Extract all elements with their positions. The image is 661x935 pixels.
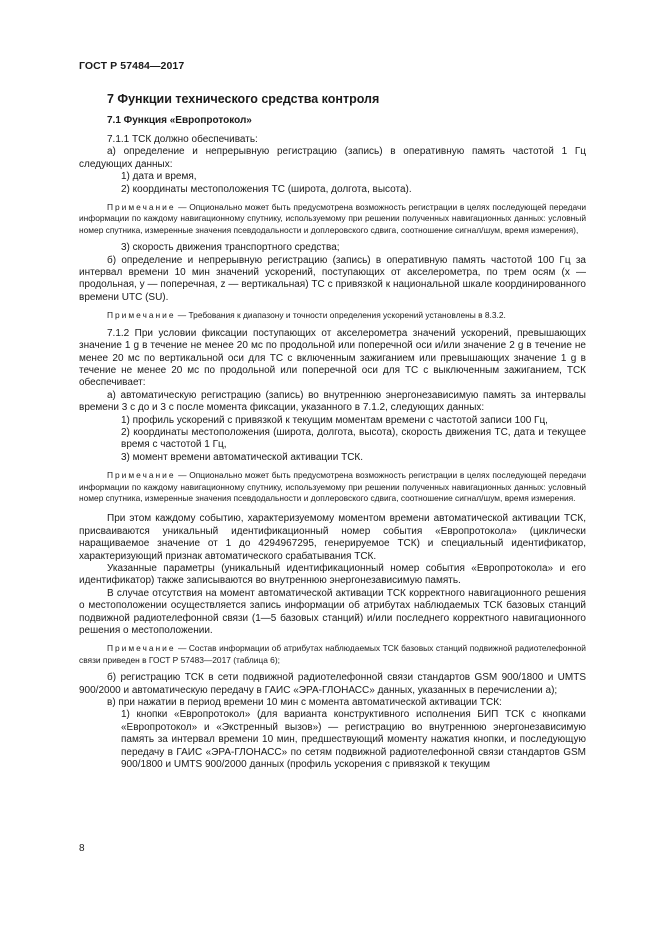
item-a-1-2: 2) координаты местоположения ТС (широта, долгота, высота).	[121, 183, 412, 195]
note-text: — Опционально может быть предусмотрена возможность регистрации в целях последующей передачи информации по каждому навигационному спутнику, используемому при решении полученных навигационных данных: условный номер спутника, измеренные значения псевдодальности и доплеровского сдвига, соотношение сигнал/шум, время измерения),	[79, 202, 586, 235]
note-3	[79, 470, 586, 504]
item-a-1-3: 3) скорость движения транспортного средства;	[121, 242, 340, 254]
paragraph-7-1-1: 7.1.1 ТСК должно обеспечивать:	[107, 134, 258, 145]
note-label: Примечание	[107, 643, 176, 654]
subsection-title: 7.1 Функция «Европротокол»	[107, 115, 252, 126]
item-v-2: в) при нажатии в период времени 10 мин с момента автоматической активации ТСК:	[107, 697, 502, 709]
note-text: — Опционально может быть предусмотрена возможность регистрации в целях последующей передачи информации по каждому навигационному спутнику, используемому при решении полученных навигационных данных: условный номер спутника, измеренные значения псевдодальности и доплеровского сдвига, соотношение сигнал/шум, время измерения.	[79, 470, 586, 503]
paragraph-7-1-2: 7.1.2 При условии фиксации поступающих от акселерометра значений ускорений, превышающих значение 1 g в течение не менее 20 мс по продольной или поперечной оси и/или значение 2 g в течение не менее 20 мс по вертикальной оси для ТС с включенным зажиганием или превышающих значение 1 g в течение не менее 20 мс по продольной или поперечной оси для ТС с выключенным зажиганием, ТСК обеспечивает:	[79, 327, 586, 389]
paragraph-params: Указанные параметры (уникальный идентификационный номер события «Европротокола» и его идентификатор) также записываются во внутреннюю энергонезависимую память.	[79, 563, 586, 587]
item-a-1: а) определение и непрерывную регистрацию (запись) в оперативную память частотой 1 Гц следующих данных:	[79, 146, 586, 170]
note-text: — Состав информации об атрибутах наблюдаемых ТСК базовых станций подвижной радиотелефонной связи приведен в ГОСТ Р 57483—2017 (таблица 6);	[79, 643, 586, 665]
item-a-1-1: 1) дата и время,	[121, 171, 197, 183]
page-number: 8	[79, 843, 85, 854]
note-4	[79, 643, 586, 666]
paragraph-event: При этом каждому событию, характеризуемому моментом времени автоматической активации ТСК, присваиваются уникальный идентификационный номер события «Европротокола» (циклически наращиваемое значение от 1 до 4294967295, генерируемое ТСК) и специальный идентификатор, характеризующий признак автоматического срабатывания ТСК.	[79, 513, 586, 562]
item-a-2-3: 3) момент времени автоматической активации ТСК.	[121, 451, 364, 463]
note-label: Примечание	[107, 470, 176, 481]
note-1	[79, 202, 586, 236]
item-a-2: а) автоматическую регистрацию (запись) во внутреннюю энергонезависимую память за интервалы времени 3 с до и 3 с после момента фиксации, указанного в 7.1.2, следующих данных:	[79, 389, 586, 414]
note-text: — Требования к диапазону и точности определения ускорений установлены в 8.3.2.	[175, 310, 506, 321]
note-2	[79, 310, 586, 321]
item-a-2-2: 2) координаты местоположения (широта, долгота, высота), скорость движения ТС, дата и текущее время с частотой 1 Гц,	[121, 426, 586, 451]
document-header: ГОСТ Р 57484—2017	[79, 60, 185, 72]
item-b-2: б) регистрацию ТСК в сети подвижной радиотелефонной связи стандартов GSM 900/1800 и UMTS 900/2000 и автоматическую передачу в ГАИС «ЭРА-ГЛОНАСС» данных, указанных в перечислении а);	[79, 672, 586, 696]
section-title: 7 Функции технического средства контроля	[107, 92, 380, 106]
paragraph-absence: В случае отсутствия на момент автоматической активации ТСК корректного навигационного решения о местоположении осуществляется запись информации об атрибутах наблюдаемых ТСК базовых станций подвижной радиотелефонной связи (1—5 базовых станций) и/или последнего корректного навигационного решения о местоположении.	[79, 587, 586, 637]
note-label: Примечание	[107, 310, 176, 321]
note-label: Примечание	[107, 202, 176, 213]
page-content	[79, 92, 586, 772]
item-b-1: б) определение и непрерывную регистрацию (запись) в оперативную память частотой 100 Гц за интервал времени 10 мин значений ускорений, поступающих от акселерометра, по трем осям (x — продольная, y — поперечная, z — вертикальная) ТС с привязкой к национальной шкале координированного времени UTC (SU).	[79, 254, 586, 303]
item-a-2-1: 1) профиль ускорений с привязкой к текущим моментам времени с частотой записи 100 Гц,	[121, 414, 548, 426]
item-v-2-1: 1) кнопки «Европротокол» (для варианта конструктивного исполнения БИП ТСК с кнопками «Европротокол» и «Экстренный вызов») — регистрацию во внутреннюю энергонезависимую память за интервал времени 10 мин, предшествующий моменту нажатия кнопки, и последующую передачу в ГАИС «ЭРА-ГЛОНАСС» по сетям подвижной радиотелефонной связи стандартов GSM 900/1800 и UMTS 900/2000 данных (профиль ускорения с привязкой к текущим	[121, 709, 586, 771]
